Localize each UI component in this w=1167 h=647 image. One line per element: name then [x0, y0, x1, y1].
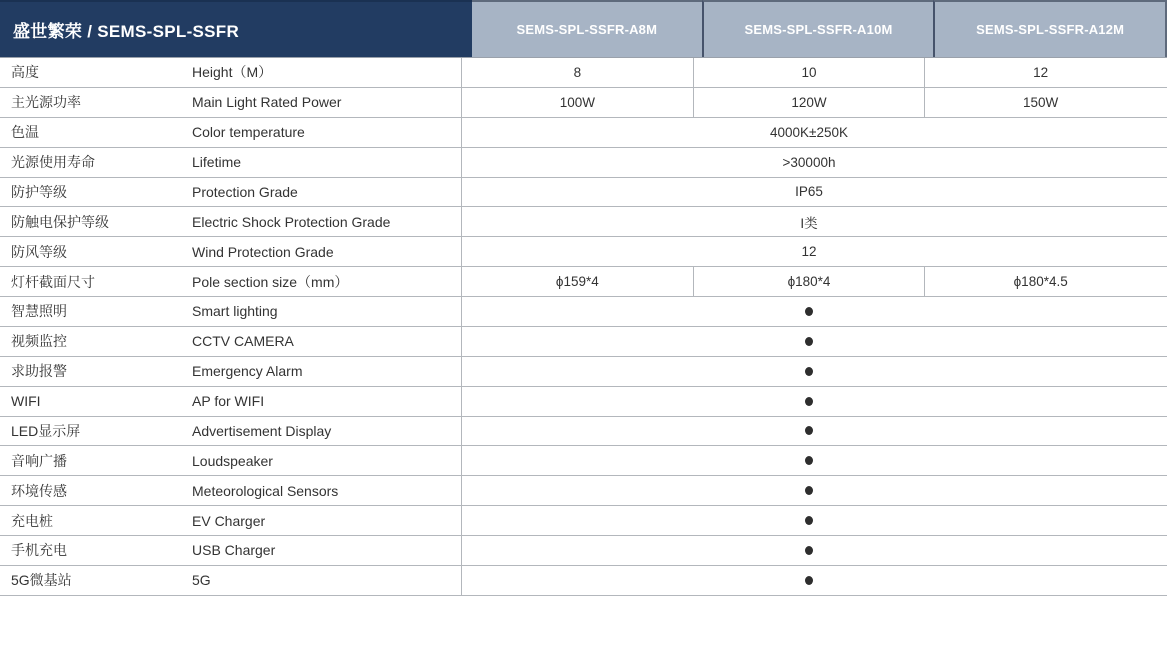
- row-label-en: Lifetime: [192, 154, 242, 171]
- value-cell: 12: [1033, 64, 1049, 80]
- value-cell: ϕ180*4.5: [1013, 274, 1068, 290]
- row-label-cn: 音响广播: [11, 452, 67, 469]
- row-label-cn: 5G微基站: [11, 572, 72, 589]
- merged-value-cell: IP65: [795, 184, 823, 200]
- table-row: [0, 178, 1167, 208]
- value-cell: 8: [462, 58, 694, 87]
- row-label-cn: 光源使用寿命: [11, 154, 95, 171]
- value-cell: 10: [694, 58, 926, 87]
- feature-dot-cell: [462, 357, 1156, 386]
- model-column-header-a10m: SEMS-SPL-SSFR-A10M: [702, 0, 934, 57]
- row-label-cn: 防风等级: [11, 243, 67, 260]
- row-label-en: Height（M）: [192, 64, 273, 81]
- row-values: [461, 506, 1156, 535]
- value-cell: 150W: [1023, 94, 1059, 110]
- row-label-en: Emergency Alarm: [192, 363, 303, 380]
- row-label-en: CCTV CAMERA: [192, 333, 294, 350]
- row-label-cn: 主光源功率: [11, 94, 81, 111]
- merged-value-cell: I类: [800, 215, 818, 231]
- model-column-header-a8m: SEMS-SPL-SSFR-A8M: [472, 0, 702, 57]
- table-row: [0, 417, 1167, 447]
- table-row: [0, 446, 1167, 476]
- feature-dot-icon: [805, 486, 813, 495]
- row-label-en: Protection Grade: [192, 183, 298, 200]
- row-values: [461, 446, 1156, 475]
- row-label-cn: 环境传感: [11, 482, 67, 499]
- row-label-en: Smart lighting: [192, 303, 278, 320]
- row-values: [461, 566, 1156, 595]
- feature-dot-icon: [805, 426, 813, 435]
- row-values: [461, 536, 1156, 565]
- feature-dot-icon: [805, 307, 813, 316]
- row-label-cn: 充电桩: [11, 512, 53, 529]
- feature-dot-icon: [805, 546, 813, 555]
- table-row: [0, 536, 1167, 566]
- feature-dot-icon: [805, 456, 813, 465]
- spec-rows: [0, 58, 1167, 596]
- merged-value-cell: 12: [801, 244, 817, 260]
- row-label-cn: 防触电保护等级: [11, 213, 109, 230]
- row-label-en: Meteorological Sensors: [192, 482, 339, 499]
- value-cell: ϕ159*4: [462, 267, 694, 296]
- row-values: [461, 297, 1156, 326]
- merged-value-cell: 4000K±250K: [770, 124, 848, 140]
- table-row: [0, 118, 1167, 148]
- row-label-cn: WIFI: [11, 393, 41, 410]
- row-values: [461, 476, 1156, 505]
- feature-dot-cell: [462, 446, 1156, 475]
- row-values: [461, 417, 1156, 446]
- row-label-cn: 灯杆截面尺寸: [11, 273, 95, 290]
- row-label-en: EV Charger: [192, 512, 266, 529]
- value-cell: 120W: [694, 88, 926, 117]
- value-cell: ϕ180*4: [694, 267, 926, 296]
- row-label-cn: LED显示屏: [11, 422, 81, 439]
- row-values: [461, 357, 1156, 386]
- table-row: [0, 566, 1167, 596]
- row-values: [461, 118, 1156, 147]
- row-label-cn: 手机充电: [11, 542, 67, 559]
- table-row: [0, 148, 1167, 178]
- table-row: [0, 58, 1167, 88]
- row-values: [461, 207, 1156, 236]
- feature-dot-icon: [805, 337, 813, 346]
- table-row: [0, 237, 1167, 267]
- feature-dot-cell: [462, 327, 1156, 356]
- row-label-en: USB Charger: [192, 542, 276, 559]
- product-series-title: 盛世繁荣 / SEMS-SPL-SSFR: [0, 0, 472, 57]
- feature-dot-icon: [805, 367, 813, 376]
- feature-dot-cell: [462, 476, 1156, 505]
- table-row: [0, 357, 1167, 387]
- model-column-header-a12m: SEMS-SPL-SSFR-A12M: [933, 0, 1167, 57]
- row-label-en: Advertisement Display: [192, 422, 332, 439]
- feature-dot-icon: [805, 397, 813, 406]
- row-label-cn: 色温: [11, 124, 39, 141]
- feature-dot-cell: [462, 566, 1156, 595]
- value-cell: 100W: [462, 88, 694, 117]
- row-values: [461, 58, 1156, 87]
- feature-dot-cell: [462, 536, 1156, 565]
- row-label-en: Wind Protection Grade: [192, 243, 334, 260]
- row-values: [461, 178, 1156, 207]
- row-label-en: Electric Shock Protection Grade: [192, 213, 391, 230]
- row-label-cn: 视频监控: [11, 333, 67, 350]
- table-row: [0, 506, 1167, 536]
- table-row: [0, 327, 1167, 357]
- table-row: [0, 387, 1167, 417]
- row-values: [461, 88, 1156, 117]
- row-values: [461, 387, 1156, 416]
- table-row: [0, 267, 1167, 297]
- feature-dot-icon: [805, 576, 813, 585]
- row-label-cn: 求助报警: [11, 363, 67, 380]
- feature-dot-cell: [462, 506, 1156, 535]
- row-label-cn: 防护等级: [11, 183, 67, 200]
- row-label-cn: 智慧照明: [11, 303, 67, 320]
- merged-value-cell: >30000h: [782, 154, 836, 170]
- row-label-en: Color temperature: [192, 124, 305, 141]
- row-values: [461, 267, 1156, 296]
- feature-dot-icon: [805, 516, 813, 525]
- row-values: [461, 237, 1156, 266]
- row-values: [461, 148, 1156, 177]
- feature-dot-cell: [462, 297, 1156, 326]
- table-header-row: [0, 0, 1167, 58]
- row-label-en: Pole section size（mm）: [192, 273, 349, 290]
- feature-dot-cell: [462, 387, 1156, 416]
- row-label-en: Loudspeaker: [192, 452, 273, 469]
- row-label-en: AP for WIFI: [192, 393, 265, 410]
- row-label-cn: 高度: [11, 64, 39, 81]
- feature-dot-cell: [462, 417, 1156, 446]
- table-row: [0, 476, 1167, 506]
- row-label-en: Main Light Rated Power: [192, 94, 342, 111]
- table-row: [0, 207, 1167, 237]
- table-row: [0, 297, 1167, 327]
- row-values: [461, 327, 1156, 356]
- table-row: [0, 88, 1167, 118]
- row-label-en: 5G: [192, 572, 211, 589]
